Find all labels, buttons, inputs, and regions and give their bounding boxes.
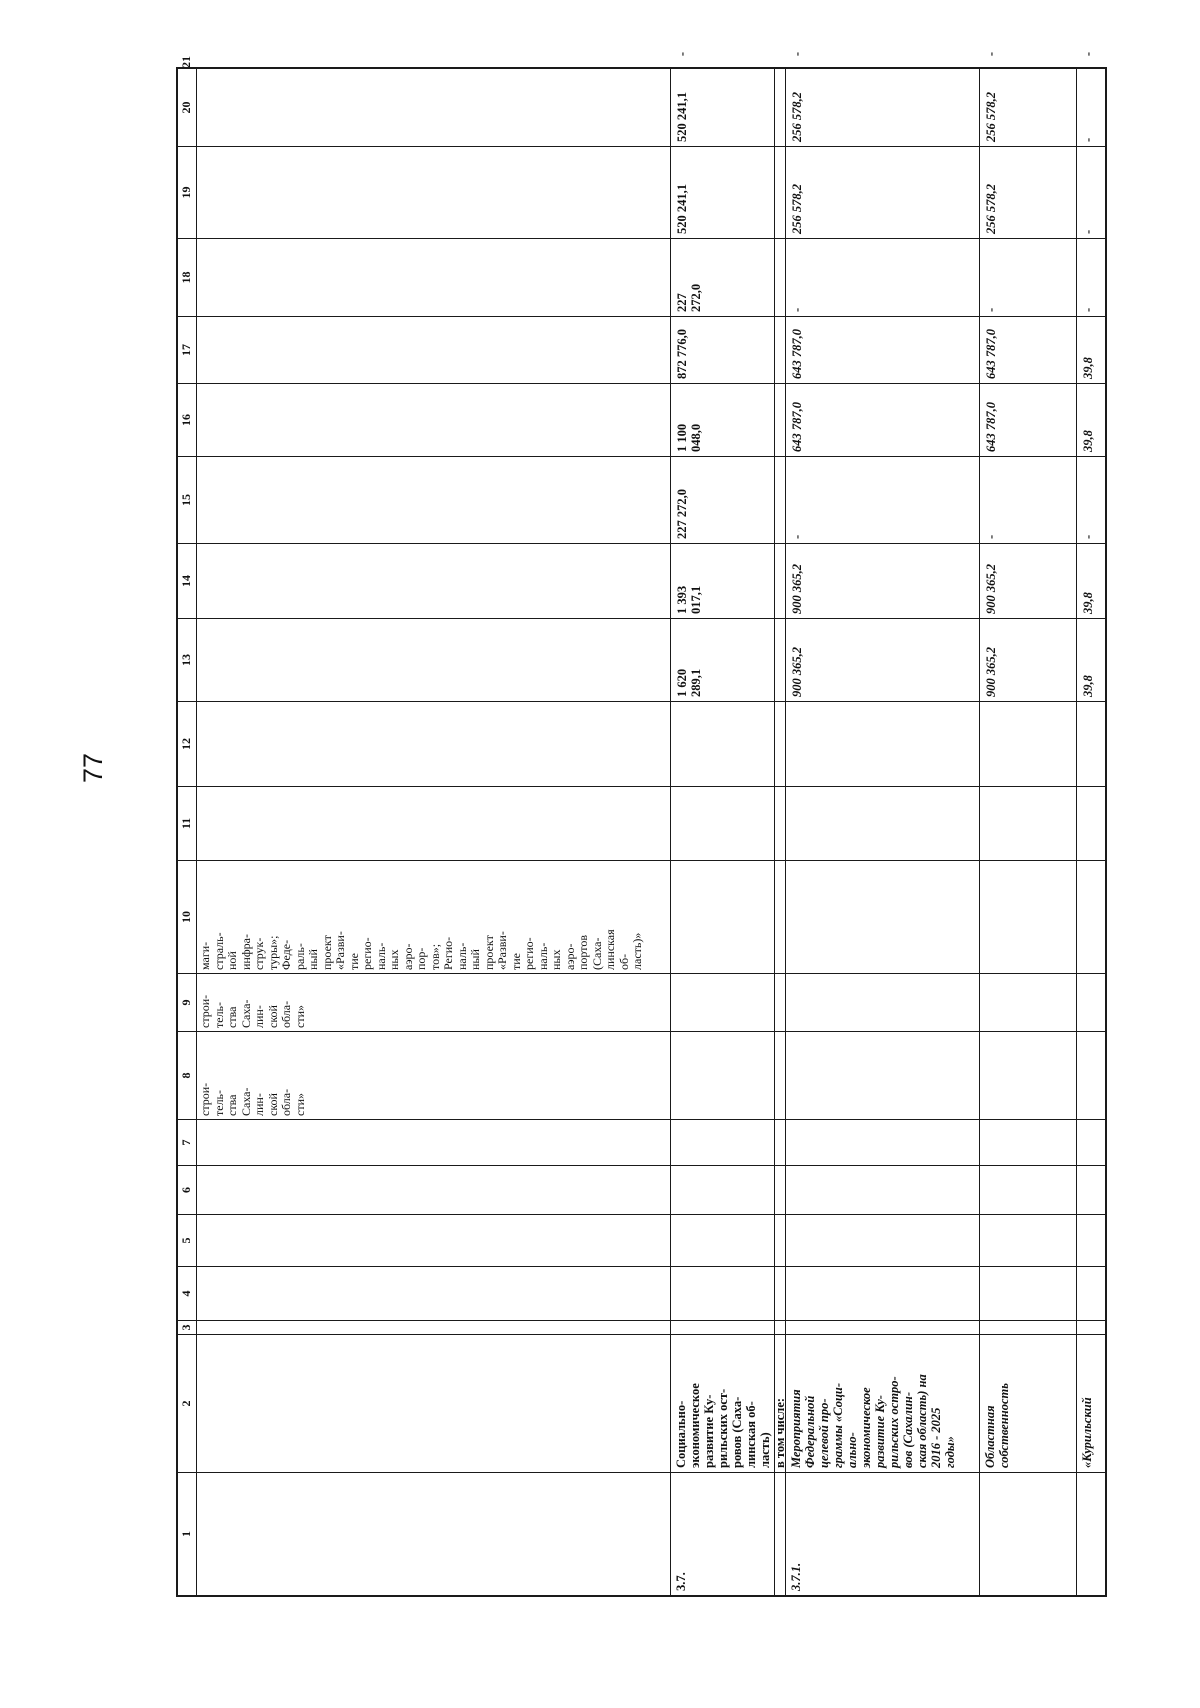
kurilsky-col14: 39,8 [1081,592,1095,614]
col-header-15: 15 [179,494,193,506]
col-header-10: 10 [179,911,193,923]
col-header-12: 12 [179,738,193,750]
col-header-1: 1 [179,1531,193,1537]
kurilsky-col13: 39,8 [1081,675,1095,697]
kurilsky-col15: - [1081,534,1095,539]
row-3-7-col20: 520 241,1 [675,92,689,142]
row-3-7-col15: 227 272,0 [675,489,689,539]
page-number: 77 [78,752,108,784]
col-header-20: 20 [179,101,193,114]
col-header-19: 19 [179,186,193,199]
kurilsky-col16: 39,8 [1081,430,1095,452]
row-3-7-1-col16: 643 787,0 [790,402,804,452]
col-header-17: 17 [179,344,193,356]
carryover-col9: строи- тель- ства Саха- лин- ской обла- сти» [198,994,307,1028]
col-header-3: 3 [179,1324,193,1331]
row-3-7-1-col13: 900 365,2 [790,647,804,697]
kurilsky-col18: - [1081,307,1095,312]
in-that-number-label: в том числе: [773,1397,787,1468]
regional-col17: 643 787,0 [984,329,998,379]
row-3-7-col21: - [675,51,689,57]
row-3-7-col17: 872 776,0 [675,329,689,379]
row-3-7-1-number: 3.7.1. [789,1562,803,1591]
regional-col21: - [984,51,998,57]
col-header-6: 6 [179,1187,193,1193]
row-3-7-1-col20: 256 578,2 [790,92,804,142]
row-3-7-1-col19: 256 578,2 [790,184,804,234]
row-3-7-1-col21: - [790,51,804,57]
col-header-14: 14 [179,575,193,587]
col-header-5: 5 [179,1237,193,1244]
col-header-13: 13 [179,654,193,666]
col-header-7: 7 [179,1139,193,1146]
row-3-7-col16: 1 100 048,0 [675,423,703,452]
row-3-7-1-title: Мероприятия Федеральной целевой про- граммы «Соци- ально- экономическое развитие Ку- рильских остро- вов (Сахалин- ская область) на 2016 - 2025 годы» [789,1374,957,1468]
row-3-7-col13: 1 620 289,1 [675,668,703,697]
row-3-7-title: Социально- экономическое развитие Ку- рильских ост- ровов (Саха- линская об- ласть) [674,1383,772,1468]
kurilsky-col19: - [1081,229,1095,234]
row-3-7-number: 3.7. [674,1572,688,1591]
col-header-16: 16 [179,414,193,426]
financing-table: 1 2 3 4 5 6 7 8 9 10 11 12 13 14 15 16 17 18 19 20 21 строи- тель- ства Саха- лин- ской обла- сти» строи- тель- ства Саха- лин- ской обла- сти» маги- страль- ной инфра- струк- туры»; Феде- раль- ный проект «Разви- тие регио- наль- ных аэро- пор- тов»; Регио- наль- ный проект «Разви- тие регио- наль- ных аэро- портов (Саха- линская об- ласть)» 3.7. Социально- экономическое развитие Ку- рильских ост- ровов (Саха- линская об- ласть) 1 620 289,1 1 393 017,1 227 272,0 1 100 048,0 872 776,0 227 272,0 520 241,1 520 241,1 - в том числе: 3.7.1. Мероприятия Федеральной целевой про- граммы «Соци- ально- экономическое развитие Ку- рильских остро- вов (Сахалин- ская область) на 2016 - 2025 годы» 900 365,2 900 365,2 - 643 787,0 643 787,0 - 256 578,2 256 578,2 - Областная собственность 900 365,2 900 365,2 - 643 787,0 643 787,0 - 256 578,2 256 578,2 - «Курильский 39,8 39,8 - 39,8 39,8 - - - - [176,0,1107,1597]
regional-col14: 900 365,2 [984,564,998,614]
col-header-11: 11 [179,817,193,830]
regional-col19: 256 578,2 [984,184,998,234]
col-header-9: 9 [179,999,193,1006]
row-3-7-1-col18: - [790,307,804,312]
col-header-2: 2 [179,1400,193,1407]
kurilsky-col20: - [1081,137,1095,142]
kurilsky-col21: - [1081,51,1095,57]
kurilsky-title: «Курильский [1080,1397,1094,1468]
row-3-7-col19: 520 241,1 [675,184,689,234]
row-3-7-col18: 227 272,0 [675,283,703,312]
row-3-7-1-col17: 643 787,0 [790,329,804,379]
regional-col16: 643 787,0 [984,402,998,452]
row-3-7-1-col14: 900 365,2 [790,564,804,614]
regional-col20: 256 578,2 [984,92,998,142]
regional-property-title: Областная собственность [983,1383,1011,1468]
regional-col18: - [984,307,998,312]
kurilsky-col17: 39,8 [1081,357,1095,379]
col-header-18: 18 [179,271,193,284]
row-3-7-1-col15: - [790,534,804,539]
row-3-7-col14: 1 393 017,1 [675,585,703,614]
regional-col13: 900 365,2 [984,647,998,697]
carryover-col10: маги- страль- ной инфра- струк- туры»; Феде- раль- ный проект «Разви- тие регио- наль- ных аэро- пор- тов»; Регио- наль- ный проект «Разви- тие регио- наль- ных аэро- портов (Саха- линская об- ласть)» [198,929,644,970]
col-header-4: 4 [179,1290,193,1297]
col-header-8: 8 [179,1072,193,1079]
carryover-col8: строи- тель- ства Саха- лин- ской обла- сти» [198,1082,307,1116]
regional-col15: - [984,534,998,539]
